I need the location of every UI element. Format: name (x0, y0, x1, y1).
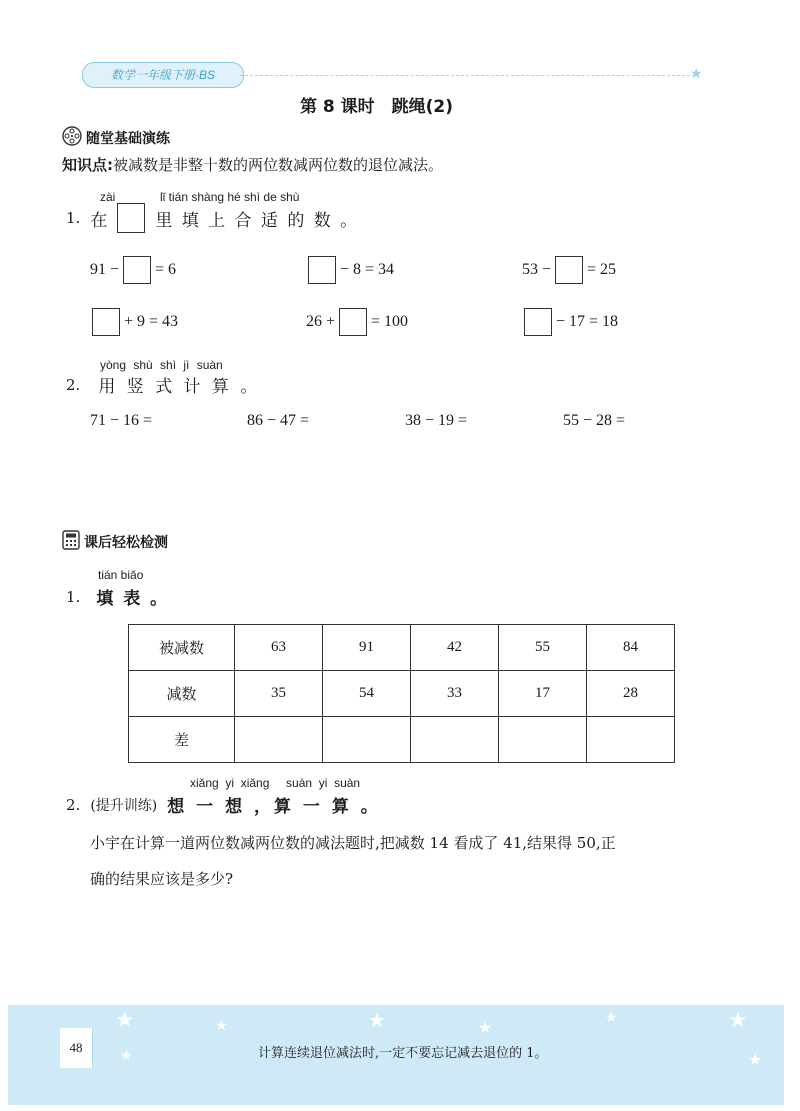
answer-cell[interactable] (499, 717, 587, 763)
section-title: 随堂基础演练 (86, 131, 170, 147)
question-number: 2. (66, 795, 81, 814)
equation-2 (308, 256, 394, 284)
q2-prompt (66, 372, 260, 397)
section-after-class-check (62, 530, 168, 554)
equation-5 (306, 308, 408, 336)
q1-pinyin-a: zài (100, 190, 116, 204)
eq-right: = 25 (587, 261, 617, 278)
q1-prompt (66, 203, 359, 233)
q1-pinyin-b: lǐ tián shàng hé shì de shù (160, 190, 300, 204)
table-cell: 84 (587, 625, 675, 671)
vertical-calc-1: 71 − 16 = (90, 412, 153, 429)
improve-tag: (提升训练) (90, 797, 158, 814)
vertical-calc-3: 38 − 19 = (405, 412, 468, 429)
q2-pinyin: yòng shù shì jì suàn (100, 358, 223, 372)
table-cell: 35 (235, 671, 323, 717)
s2q2-prompt (66, 792, 381, 817)
fill-table (128, 624, 675, 763)
answer-cell[interactable] (587, 717, 675, 763)
question-number: 2. (66, 375, 81, 394)
vertical-calc-4: 55 − 28 = (563, 412, 626, 429)
question-number: 1. (66, 209, 81, 227)
eq-right: = 6 (155, 261, 177, 278)
eq-right: = 100 (371, 313, 409, 330)
answer-cell[interactable] (323, 717, 411, 763)
answer-cell[interactable] (411, 717, 499, 763)
eq-right: − 17 = 18 (556, 313, 619, 330)
eq-left: 26 + (306, 313, 336, 330)
q2-text: 用 竖 式 计 算 。 (98, 377, 261, 397)
answer-box-sample (117, 203, 145, 233)
star-icon: ★ (478, 1018, 493, 1037)
star-icon: ★ (120, 1048, 133, 1064)
footer-tip: 计算连续退位减法时,一定不要忘记减去退位的 1。 (258, 1046, 548, 1061)
s2q1-text: 填 表 。 (96, 589, 170, 609)
film-reel-icon (62, 126, 82, 150)
page-number: 48 (60, 1028, 93, 1068)
question-number: 1. (66, 587, 81, 606)
s2q2-text: 想 一 想 ，算 一 算 。 (167, 797, 381, 817)
equation-3 (522, 256, 616, 284)
header-divider (240, 75, 695, 76)
table-row (129, 717, 675, 763)
table-row (129, 671, 675, 717)
q1-text-before: 在 (90, 210, 108, 231)
table-cell: 63 (235, 625, 323, 671)
knowledge-text: 被减数是非整十数的两位数减两位数的退位减法。 (113, 156, 444, 174)
table-row (129, 625, 675, 671)
star-icon: ★ (215, 1018, 228, 1034)
table-cell: 91 (323, 625, 411, 671)
book-tag: 数学一年级下册·BS (82, 62, 244, 88)
equation-6 (524, 308, 618, 336)
equation-1 (90, 256, 176, 284)
eq-left: 91 − (90, 261, 120, 278)
s2q1-pinyin: tián biǎo (98, 568, 144, 582)
s2q2-pinyin: xiǎng yi xiǎng suàn yi suàn (190, 776, 361, 790)
vertical-calc-2: 86 − 47 = (247, 412, 310, 429)
star-icon: ★ (115, 1008, 135, 1033)
word-problem-line1: 小宇在计算一道两位数减两位数的减法题时,把减数 14 看成了 41,结果得 50,正 (90, 834, 616, 852)
table-cell: 17 (499, 671, 587, 717)
row-label: 减数 (129, 671, 235, 717)
word-problem-line2: 确的结果应该是多少? (90, 870, 234, 888)
answer-box[interactable] (555, 256, 583, 284)
s2q1-prompt (66, 584, 169, 609)
eq-right: + 9 = 43 (124, 313, 179, 330)
star-icon: ★ (368, 1008, 386, 1032)
answer-box[interactable] (123, 256, 151, 284)
section-title: 课后轻松检测 (84, 535, 168, 551)
answer-box[interactable] (524, 308, 552, 336)
header-star-icon: ★ (690, 66, 703, 82)
star-icon: ★ (605, 1010, 618, 1026)
answer-cell[interactable] (235, 717, 323, 763)
row-label: 差 (129, 717, 235, 763)
star-icon: ★ (728, 1008, 748, 1033)
table-cell: 55 (499, 625, 587, 671)
table-cell: 33 (411, 671, 499, 717)
knowledge-label: 知识点: (62, 156, 113, 174)
answer-box[interactable] (339, 308, 367, 336)
equation-4 (92, 308, 178, 336)
answer-box[interactable] (92, 308, 120, 336)
calculator-icon (62, 530, 80, 554)
lesson-title: 第 8 课时 跳绳(2) (300, 97, 454, 117)
q1-text-after: 里 填 上 合 适 的 数 。 (155, 210, 360, 231)
eq-left: 53 − (522, 261, 552, 278)
table-cell: 54 (323, 671, 411, 717)
table-cell: 42 (411, 625, 499, 671)
answer-box[interactable] (308, 256, 336, 284)
star-icon: ★ (748, 1050, 763, 1069)
eq-right: − 8 = 34 (340, 261, 395, 278)
table-cell: 28 (587, 671, 675, 717)
section-basic-practice (62, 126, 170, 150)
row-label: 被减数 (129, 625, 235, 671)
knowledge-point (62, 154, 443, 175)
